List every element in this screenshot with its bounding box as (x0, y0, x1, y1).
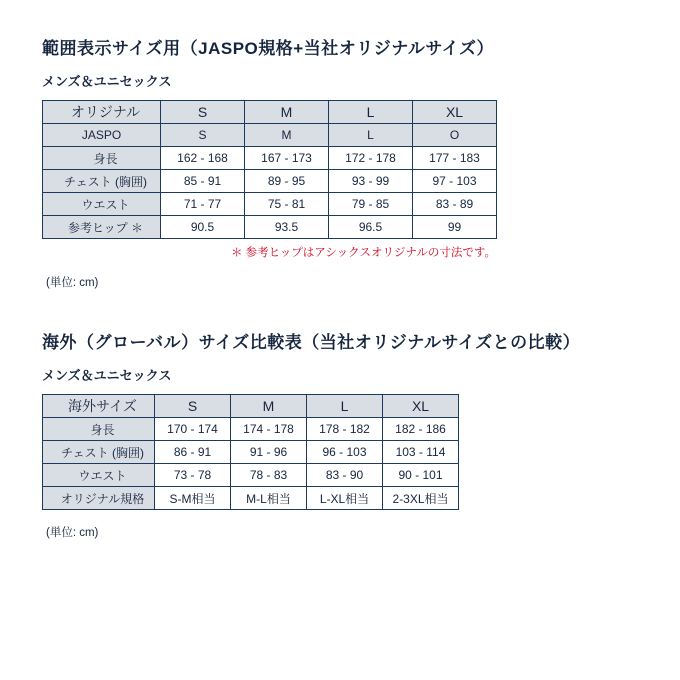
header-global-m: M (231, 395, 307, 418)
cell-global-chest-xl: 103 - 114 (383, 441, 459, 464)
cell-chest-l: 93 - 99 (329, 170, 413, 193)
table-row (43, 170, 497, 193)
table-row (43, 216, 497, 239)
table-row-header-global (43, 395, 459, 418)
cell-hip-m: 93.5 (245, 216, 329, 239)
header-jaspo-label: JASPO (43, 124, 161, 147)
cell-global-chest-l: 96 - 103 (307, 441, 383, 464)
header-global-s: S (155, 395, 231, 418)
header-global-label: 海外サイズ (43, 395, 155, 418)
header-original-l: L (329, 101, 413, 124)
cell-original-xl: 2-3XL相当 (383, 487, 459, 510)
cell-waist-l: 79 - 85 (329, 193, 413, 216)
table-row (43, 193, 497, 216)
cell-global-height-m: 174 - 178 (231, 418, 307, 441)
hip-footnote: ＊ 参考ヒップはアシックスオリジナルの寸法です。 (230, 247, 496, 259)
header-original-xl: XL (413, 101, 497, 124)
cell-global-waist-m: 78 - 83 (231, 464, 307, 487)
row-label-original-standard: オリジナル規格 (43, 487, 155, 510)
cell-waist-xl: 83 - 89 (413, 193, 497, 216)
cell-height-s: 162 - 168 (161, 147, 245, 170)
table-row-header-jaspo (43, 124, 497, 147)
header-jaspo-m: M (245, 124, 329, 147)
table-row (43, 464, 459, 487)
table-row-header-original (43, 101, 497, 124)
row-label-waist: ウエスト (43, 193, 161, 216)
global-size-table (42, 394, 459, 510)
cell-original-l: L-XL相当 (307, 487, 383, 510)
row-label-chest: チェスト (胸囲) (43, 170, 161, 193)
cell-height-xl: 177 - 183 (413, 147, 497, 170)
cell-global-chest-m: 91 - 96 (231, 441, 307, 464)
jaspo-size-table (42, 100, 497, 239)
section-subtitle-global: メンズ＆ユニセックス (42, 368, 172, 383)
row-label-height: 身長 (43, 147, 161, 170)
section-jaspo (34, 34, 646, 290)
unit-note-1: (単位: cm) (46, 277, 99, 289)
section-title-global: 海外（グローバル）サイズ比較表（当社オリジナルサイズとの比較） (42, 333, 581, 352)
cell-global-height-s: 170 - 174 (155, 418, 231, 441)
cell-hip-xl: 99 (413, 216, 497, 239)
row-label-chest-global: チェスト (胸囲) (43, 441, 155, 464)
cell-global-waist-s: 73 - 78 (155, 464, 231, 487)
page-title: 範囲表示サイズ用（JASPO規格+当社オリジナルサイズ） (42, 39, 494, 58)
cell-chest-m: 89 - 95 (245, 170, 329, 193)
cell-original-s: S-M相当 (155, 487, 231, 510)
table-row (43, 487, 459, 510)
row-label-height-global: 身長 (43, 418, 155, 441)
cell-global-waist-l: 83 - 90 (307, 464, 383, 487)
cell-chest-s: 85 - 91 (161, 170, 245, 193)
header-original-s: S (161, 101, 245, 124)
cell-hip-s: 90.5 (161, 216, 245, 239)
cell-original-m: M-L相当 (231, 487, 307, 510)
header-jaspo-l: L (329, 124, 413, 147)
cell-height-m: 167 - 173 (245, 147, 329, 170)
header-jaspo-o: O (413, 124, 497, 147)
header-original-m: M (245, 101, 329, 124)
header-original-label: オリジナル (43, 101, 161, 124)
table-row (43, 418, 459, 441)
header-global-xl: XL (383, 395, 459, 418)
row-label-waist-global: ウエスト (43, 464, 155, 487)
row-label-hip: 参考ヒップ ＊ (43, 216, 161, 239)
cell-global-waist-xl: 90 - 101 (383, 464, 459, 487)
cell-chest-xl: 97 - 103 (413, 170, 497, 193)
cell-hip-l: 96.5 (329, 216, 413, 239)
header-global-l: L (307, 395, 383, 418)
table-row (43, 441, 459, 464)
cell-global-height-l: 178 - 182 (307, 418, 383, 441)
cell-global-chest-s: 86 - 91 (155, 441, 231, 464)
cell-height-l: 172 - 178 (329, 147, 413, 170)
cell-waist-m: 75 - 81 (245, 193, 329, 216)
unit-note-2: (単位: cm) (46, 527, 99, 539)
table-row (43, 147, 497, 170)
section-global (34, 328, 646, 540)
header-jaspo-s: S (161, 124, 245, 147)
cell-waist-s: 71 - 77 (161, 193, 245, 216)
section-subtitle: メンズ＆ユニセックス (42, 74, 172, 89)
cell-global-height-xl: 182 - 186 (383, 418, 459, 441)
